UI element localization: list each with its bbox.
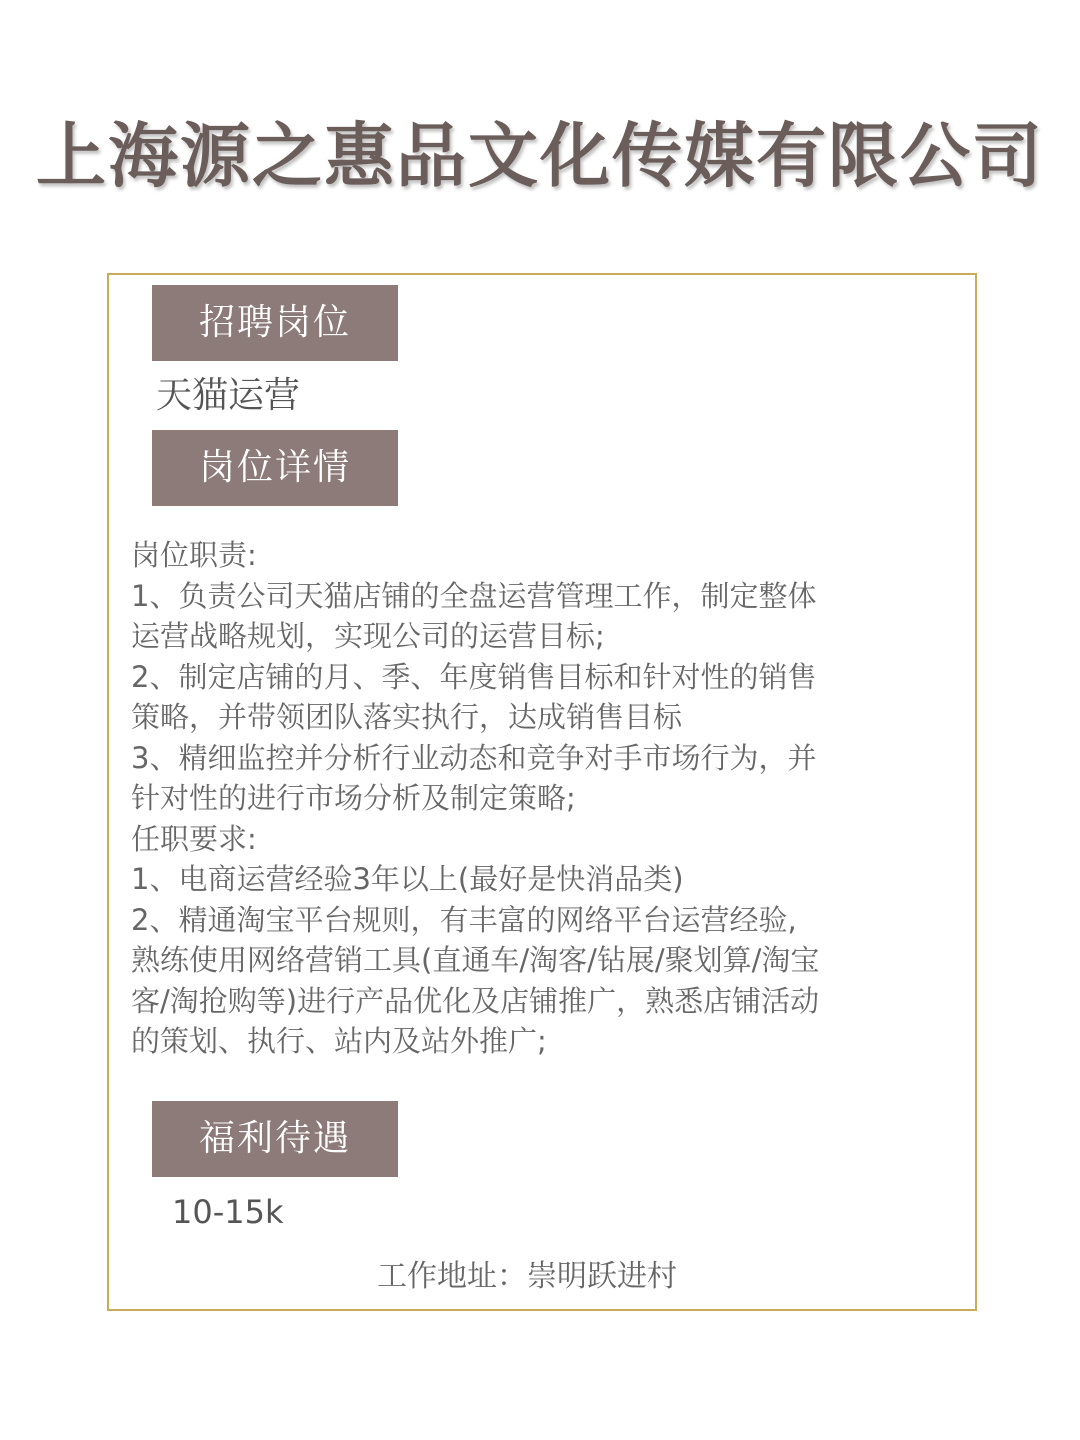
details-line: 针对性的进行市场分析及制定策略; bbox=[131, 781, 576, 815]
position-section-label: 招聘岗位 bbox=[152, 285, 398, 361]
details-line: 1、电商运营经验3年以上(最好是快消品类) bbox=[131, 862, 684, 896]
work-address: 工作地址：崇明跃进村 bbox=[377, 1259, 677, 1294]
position-name: 天猫运营 bbox=[156, 375, 301, 416]
company-title: 上海源之惠品文化传媒有限公司 bbox=[36, 114, 1044, 197]
salary-value: 10-15k bbox=[172, 1193, 284, 1231]
details-line: 熟练使用网络营销工具(直通车/淘客/钻展/聚划算/淘宝 bbox=[131, 943, 820, 977]
job-card bbox=[107, 273, 977, 1311]
details-line: 策略，并带领团队落实执行，达成销售目标 bbox=[131, 700, 683, 734]
details-line: 客/淘抢购等)进行产品优化及店铺推广，熟悉店铺活动 bbox=[131, 983, 820, 1018]
details-line: 2、制定店铺的月、季、年度销售目标和针对性的销售 bbox=[131, 659, 817, 694]
details-line: 任职要求: bbox=[131, 821, 257, 856]
details-line: 岗位职责: bbox=[131, 538, 257, 572]
job-details bbox=[131, 535, 951, 1062]
details-line: 1、负责公司天猫店铺的全盘运营管理工作，制定整体 bbox=[131, 578, 817, 613]
details-section-label: 岗位详情 bbox=[152, 430, 398, 506]
details-line: 运营战略规划，实现公司的运营目标; bbox=[131, 619, 605, 653]
details-line: 3、精细监控并分析行业动态和竞争对手市场行为，并 bbox=[131, 740, 817, 775]
benefits-section-label: 福利待遇 bbox=[152, 1101, 398, 1177]
details-line: 的策划、执行、站内及站外推广; bbox=[131, 1024, 547, 1058]
details-line: 2、精通淘宝平台规则，有丰富的网络平台运营经验, bbox=[131, 902, 797, 937]
